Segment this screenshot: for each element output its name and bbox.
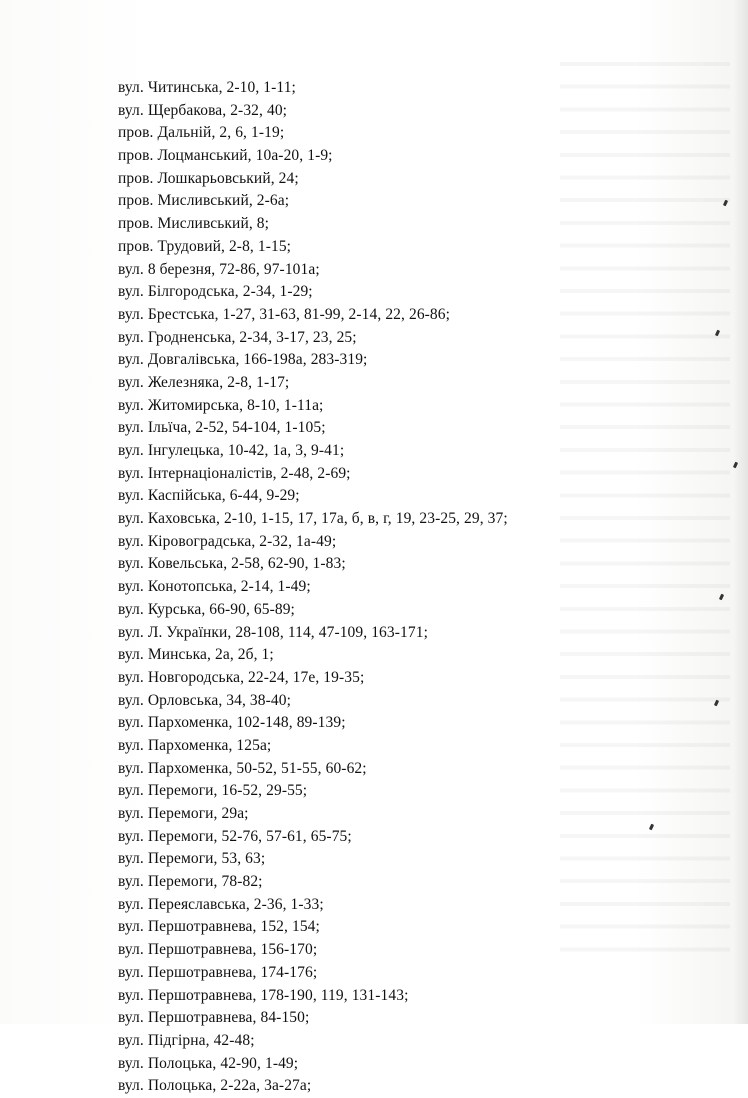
address-line: вул. Першотравнева, 178-190, 119, 131-143; xyxy=(118,986,409,1004)
address-line: вул. Довгалівська, 166-198а, 283-319; xyxy=(118,351,368,369)
address-line: вул. Новгородська, 22-24, 17е, 19-35; xyxy=(118,668,365,686)
address-list xyxy=(118,77,508,1098)
reverse-side-bleed-through xyxy=(560,52,730,962)
address-line: вул. Житомирська, 8-10, 1-11а; xyxy=(118,396,324,414)
address-line: вул. Першотравнева, 174-176; xyxy=(118,963,318,981)
address-line: вул. Гродненська, 2-34, 3-17, 23, 25; xyxy=(118,328,357,346)
address-line: вул. Железняка, 2-8, 1-17; xyxy=(118,373,290,391)
address-line: вул. Перемоги, 29а; xyxy=(118,805,249,822)
address-line: вул. Каховська, 2-10, 1-15, 17, 17а, б, в, г, 19, 23-25, 29, 37; xyxy=(118,510,508,528)
address-line: вул. Конотопська, 2-14, 1-49; xyxy=(118,578,311,596)
page-edge-shadow xyxy=(734,0,748,1024)
address-line: вул. Пархоменка, 50-52, 51-55, 60-62; xyxy=(118,759,367,777)
address-line: вул. Підгірна, 42-48; xyxy=(118,1031,255,1049)
address-line: пров. Трудовий, 2-8, 1-15; xyxy=(118,237,292,255)
address-line: вул. Полоцька, 2-22а, 3а-27а; xyxy=(118,1077,312,1095)
address-line: вул. Білгородська, 2-34, 1-29; xyxy=(118,283,313,301)
address-line: вул. Читинська, 2-10, 1-11; xyxy=(118,79,296,96)
address-line: вул. 8 березня, 72-86, 97-101а; xyxy=(118,260,320,278)
address-line: вул. Першотравнева, 84-150; xyxy=(118,1009,310,1027)
address-line: пров. Мисливський, 8; xyxy=(118,215,270,233)
address-line: вул. Пархоменка, 125а; xyxy=(118,736,272,754)
address-line: вул. Першотравнева, 156-170; xyxy=(118,941,318,959)
address-line: пров. Лоцманський, 10а-20, 1-9; xyxy=(118,147,333,165)
address-line: вул. Полоцька, 42-90, 1-49; xyxy=(118,1054,299,1072)
address-line: вул. Щербакова, 2-32, 40; xyxy=(118,101,288,119)
address-line: вул. Інтернаціоналістів, 2-48, 2-69; xyxy=(118,464,351,482)
address-line: вул. Каспійська, 6-44, 9-29; xyxy=(118,487,300,505)
address-line: вул. Курська, 66-90, 65-89; xyxy=(118,600,295,618)
address-line: вул. Інгулецька, 10-42, 1а, 3, 9-41; xyxy=(118,442,345,459)
address-line: вул. Ільїча, 2-52, 54-104, 1-105; xyxy=(118,419,326,437)
address-line: вул. Ковельська, 2-58, 62-90, 1-83; xyxy=(118,555,346,573)
address-line: пров. Дальній, 2, 6, 1-19; xyxy=(118,124,285,142)
address-line: вул. Перемоги, 53, 63; xyxy=(118,850,266,868)
address-line: вул. Кіровоградська, 2-32, 1а-49; xyxy=(118,532,337,550)
address-line: вул. Перемоги, 52-76, 57-61, 65-75; xyxy=(118,827,352,845)
address-line: пров. Лошкарьовський, 24; xyxy=(118,169,299,187)
address-line: вул. Переяславська, 2-36, 1-33; xyxy=(118,895,324,913)
address-line: вул. Минська, 2а, 2б, 1; xyxy=(118,646,274,664)
address-line: вул. Пархоменка, 102-148, 89-139; xyxy=(118,714,346,732)
address-line: вул. Брестська, 1-27, 31-63, 81-99, 2-14, 22, 26-86; xyxy=(118,305,451,323)
address-line: вул. Перемоги, 78-82; xyxy=(118,873,263,891)
address-line: вул. Орловська, 34, 38-40; xyxy=(118,691,291,709)
address-line: вул. Перемоги, 16-52, 29-55; xyxy=(118,782,308,800)
address-line: вул. Л. Українки, 28-108, 114, 47-109, 163-171; xyxy=(118,623,428,641)
address-line: пров. Мисливський, 2-6а; xyxy=(118,192,290,210)
address-line: вул. Першотравнева, 152, 154; xyxy=(118,918,320,936)
